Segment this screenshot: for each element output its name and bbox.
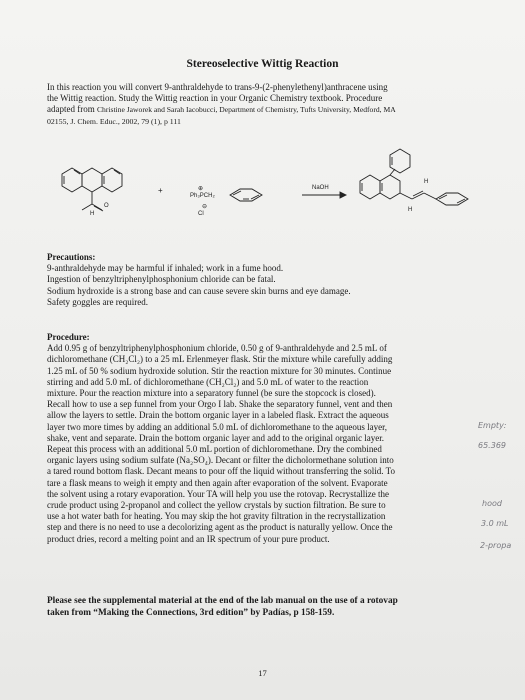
vinyl-h-top: H — [424, 179, 429, 185]
procedure-line: use a hot water bath for heating. You may skip the hot gravity filtration in the recrystallization — [47, 511, 386, 522]
page-number: 17 — [258, 668, 267, 678]
intro-line: 02155, J. Chem. Educ., 2002, 79 (1), p 111 — [47, 116, 181, 126]
supplemental-note — [47, 596, 497, 619]
phenyl-product — [436, 193, 468, 205]
procedure-line: step and there is no need to use a decolorizing agent as the product is naturally yellow. Once the — [47, 522, 393, 533]
procedure-line: dichloromethane (CH₂Cl₂) to a 25 mL Erlenmeyer flask. Stir the mixture while carefully adding — [47, 354, 393, 365]
supplemental-line: Please see the supplemental material at the end of the lab manual on the use of a rotovap — [47, 596, 398, 606]
credit-text: Christine Jaworek and Sarah Iacobucci, Department of Chemistry, Tufts University, Medford, MA — [96, 105, 396, 115]
procedure-line: allow the layers to settle. Drain the bottom organic layer in a labeled flask. Extract the aqueous — [47, 410, 389, 421]
anthracene-product — [360, 149, 436, 199]
reagent-formula: Ph₃PCH₂ — [190, 193, 215, 199]
procedure-line: mixture. Pour the reaction mixture into a separatory funnel (be sure the stopcock is closed). — [47, 388, 376, 399]
procedure-line: tare a flask means to weigh it empty and then again after evaporation of the solvent. Evaporate — [47, 477, 388, 488]
procedure-line: organic layers using sodium sulfate (Na₂SO₄). Decant or filter the dicholormethane solution into — [47, 455, 394, 466]
procedure-line: Recall how to use a sep funnel from your Orgo I lab. Shake the separatory funnel, vent and then — [47, 399, 393, 410]
procedure-section — [47, 332, 487, 545]
oxygen-label: O — [104, 203, 109, 209]
procedure-line: a tared round bottom flask. Decant means to pour off the liquid without transferring the solid. To — [47, 466, 395, 477]
procedure-line: 1.25 mL of 50 % sodium hydroxide solution. Stir the reaction mixture for 30 minutes. Continue — [47, 365, 392, 376]
procedure-line: Add 0.95 g of benzyltriphenylphosphonium chloride, 0.50 g of 9-anthraldehyde and 2.5 mL of — [47, 343, 387, 354]
procedure-line: layer two more times by adding an additional 5.0 mL of dichloromethane to the aqueous layer, — [47, 421, 387, 432]
handwritten-note: 3.0 mL — [481, 519, 509, 528]
procedure-line: shake, vent and separate. Drain the bottom organic layer and add to the original organic layer. — [47, 432, 385, 443]
intro-line: the Wittig reaction. Study the Wittig reaction in your Organic Chemistry textbook. Procedure — [47, 93, 383, 104]
handwritten-note: hood — [482, 499, 502, 508]
procedure-line: product dries, record a melting point and an IR spectrum of your pure product. — [47, 533, 330, 544]
aldehyde-h-label: H — [90, 211, 95, 217]
vinyl-h-bottom: H — [408, 207, 413, 213]
chloride-label: Cl — [198, 211, 204, 217]
negative-charge: ⊖ — [202, 204, 208, 210]
intro-prefix: adapted from — [47, 104, 95, 115]
intro-line — [47, 104, 487, 115]
procedure-line: Repeat this process with an additional 5.0 mL portion of dichloromethane. Dry the combined — [47, 444, 382, 455]
precaution-line: Ingestion of benzyltriphenylphosphonium chloride can be fatal. — [47, 274, 276, 285]
supplemental-line: taken from “Making the Connections, 3rd edition” by Padías, p 158-159. — [47, 607, 335, 618]
precaution-line: Sodium hydroxide is a strong base and can cause severe skin burns and eye damage. — [47, 285, 351, 296]
document-title: Stereoselective Wittig Reaction — [186, 58, 339, 70]
reaction-scheme — [40, 135, 490, 245]
procedure-line: the solvent using a rotary evaporation. Your TA will help you use the rotovap. Recrystallize the — [47, 488, 390, 499]
procedure-line: stirring and add 5.0 mL of dichloromethane (CH₂Cl₂) and 5.0 mL of water to the reaction — [47, 376, 369, 387]
condition-label: NaOH — [312, 185, 329, 191]
precautions-heading: Precautions: — [47, 252, 96, 262]
precaution-line: Safety goggles are required. — [47, 296, 148, 307]
procedure-heading: Procedure: — [47, 332, 90, 342]
arrowhead — [340, 192, 346, 198]
benzyl-ring — [230, 189, 262, 201]
intro-line: In this reaction you will convert 9-anthraldehyde to trans-9-(2-phenylethenyl)anthracene using — [47, 82, 388, 92]
intro-paragraph — [47, 82, 487, 127]
precautions-section — [47, 252, 487, 308]
positive-charge: ⊕ — [198, 186, 204, 192]
handwritten-note: Empty: — [478, 421, 507, 430]
plus-sign: + — [158, 186, 163, 195]
handwritten-note: 65.369 — [478, 441, 506, 450]
anthracene-reactant — [62, 168, 122, 211]
handwritten-note: 2-propa — [480, 541, 512, 550]
procedure-line: crude product using 2-propanol and collect the yellow crystals by suction filtration. Be sure to — [47, 500, 386, 511]
precaution-line: 9-anthraldehyde may be harmful if inhaled; work in a fume hood. — [47, 263, 284, 274]
